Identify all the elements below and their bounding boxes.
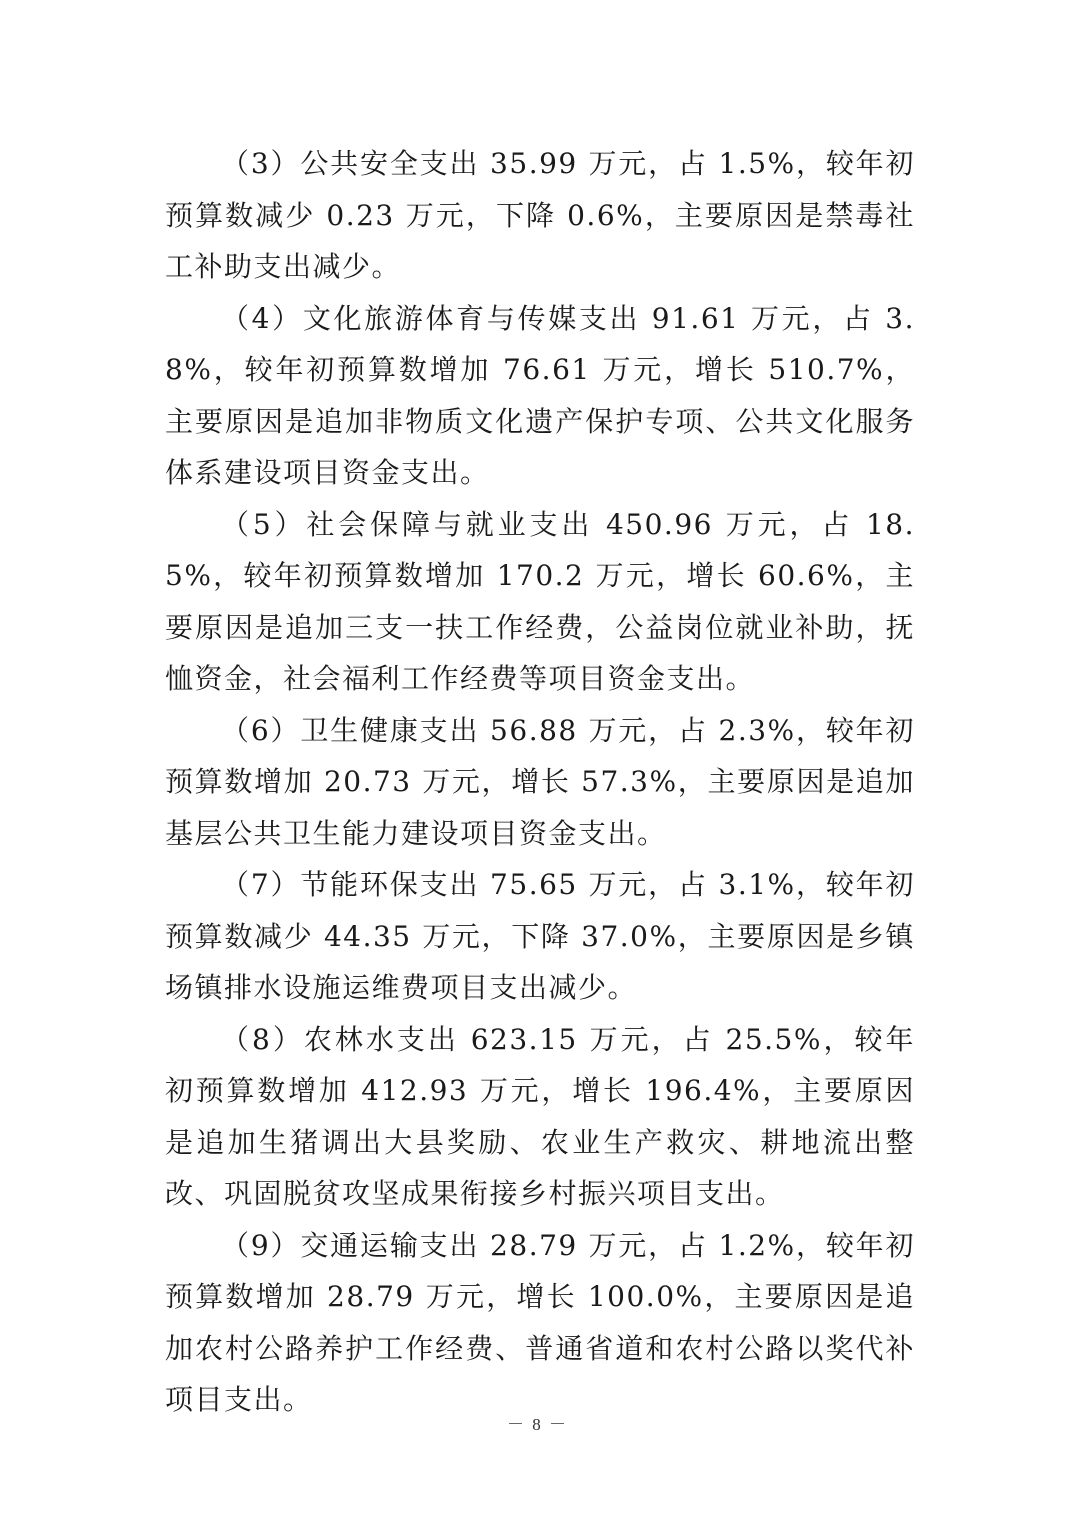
paragraph-culture-tourism: （4）文化旅游体育与传媒支出 91.61 万元，占 3.8%，较年初预算数增加 76.61 万元，增长 510.7%，主要原因是追加非物质文化遗产保护专项、公共文化服务体系建设项目资金支出。 [165, 301, 915, 489]
document-body [165, 138, 915, 1426]
paragraph-transportation: （9）交通运输支出 28.79 万元，占 1.2%，较年初预算数增加 28.79 万元，增长 100.0%，主要原因是追加农村公路养护工作经费、普通省道和农村公路以奖代补项目支出。 [165, 1228, 915, 1416]
paragraph-social-security: （5）社会保障与就业支出 450.96 万元，占 18.5%，较年初预算数增加 170.2 万元，增长 60.6%，主要原因是追加三支一扶工作经费，公益岗位就业补助，抚恤资金，社会福利工作经费等项目资金支出。 [165, 507, 915, 695]
paragraph-public-security: （3）公共安全支出 35.99 万元，占 1.5%，较年初预算数减少 0.23 万元，下降 0.6%，主要原因是禁毒社工补助支出减少。 [165, 147, 915, 283]
paragraph-agriculture-forestry-water: （8）农林水支出 623.15 万元，占 25.5%，较年初预算数增加 412.93 万元，增长 196.4%，主要原因是追加生猪调出大县奖励、农业生产救灾、耕地流出整改、巩固脱贫攻坚成果衔接乡村振兴项目支出。 [165, 1022, 915, 1210]
paragraph-energy-environment: （7）节能环保支出 75.65 万元，占 3.1%，较年初预算数减少 44.35 万元，下降 37.0%，主要原因是乡镇场镇排水设施运维费项目支出减少。 [165, 868, 915, 1004]
page-number: － 8 － [507, 1415, 568, 1434]
paragraph-health: （6）卫生健康支出 56.88 万元，占 2.3%，较年初预算数增加 20.73 万元，增长 57.3%，主要原因是追加基层公共卫生能力建设项目资金支出。 [165, 713, 915, 850]
